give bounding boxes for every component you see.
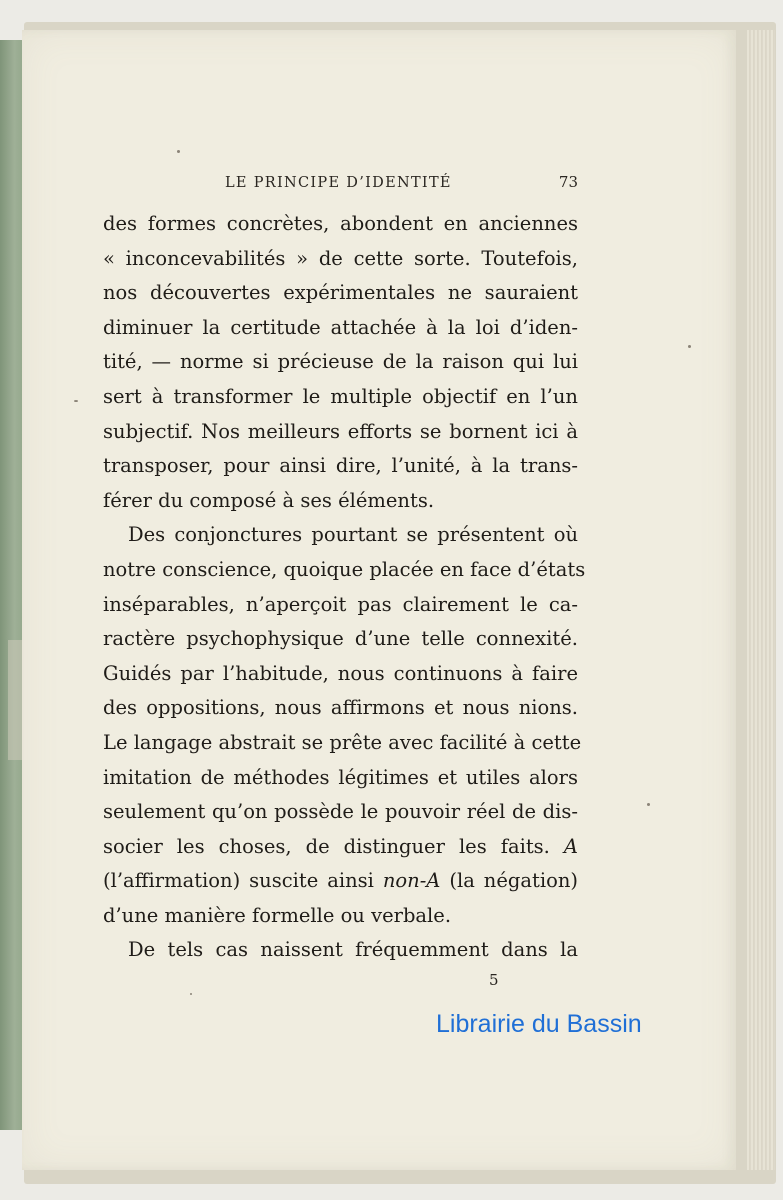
paragraph-start: Des conjonctures pourtant se présentent où — [128, 523, 578, 547]
text-line: des oppositions, nous affirmons et nous nions. — [103, 696, 578, 720]
text-line-with-italic — [103, 864, 578, 899]
paper-speck — [190, 993, 192, 995]
text-line: sert à transformer le multiple objectif en l’un — [103, 384, 578, 408]
page-number: 73 — [558, 173, 578, 191]
text-line: tité, — norme si précieuse de la raison qui lui — [103, 350, 578, 374]
paragraph-start: De tels cas naissent fréquemment dans la — [128, 938, 578, 962]
paper-speck — [74, 400, 78, 402]
running-title: LE PRINCIPE D’IDENTITÉ — [225, 175, 452, 191]
text-line: férer du composé à ses éléments. — [103, 488, 435, 512]
text-segment: (la négation) — [440, 869, 578, 893]
paper-speck — [688, 345, 691, 348]
paper-speck — [177, 150, 180, 153]
text-line: d’une manière formelle ou verbale. — [103, 903, 452, 927]
text-line: diminuer la certitude attachée à la loi d’iden- — [103, 315, 578, 339]
watermark-text: Librairie du Bassin — [436, 1010, 642, 1038]
text-line: subjectif. Nos meilleurs efforts se bornent ici à — [103, 419, 578, 443]
text-line: ractère psychophysique d’une telle connexité. — [103, 627, 578, 651]
text-line: transposer, pour ainsi dire, l’unité, à la trans- — [103, 454, 578, 478]
paper-speck — [647, 803, 650, 806]
signature-mark: 5 — [489, 971, 499, 989]
text-line: des formes concrètes, abondent en anciennes — [103, 212, 578, 235]
body-text — [103, 207, 586, 968]
text-segment: socier les choses, de distinguer les faits. — [103, 834, 550, 858]
text-line: Guidés par l’habitude, nous continuons à faire — [103, 661, 578, 685]
text-line: notre conscience, quoique placée en face d’états — [103, 557, 586, 581]
italic-A: A — [563, 834, 578, 858]
italic-non-A: non-A — [382, 869, 441, 893]
running-head — [103, 173, 578, 193]
text-segment: (l’affirmation) suscite ainsi — [103, 869, 383, 893]
text-line: Le langage abstrait se prête avec facilité à cette — [103, 730, 582, 754]
text-line: inséparables, n’aperçoit pas clairement le ca- — [103, 592, 578, 616]
text-line: imitation de méthodes légitimes et utiles alors — [103, 765, 578, 789]
text-line: nos découvertes expérimentales ne sauraient — [103, 281, 578, 305]
page-edges — [747, 30, 775, 1170]
text-line: seulement qu’on possède le pouvoir réel de dis- — [103, 800, 578, 824]
text-line-with-italic — [103, 830, 578, 865]
text-line: « inconcevabilités » de cette sorte. Toutefois, — [103, 246, 578, 270]
